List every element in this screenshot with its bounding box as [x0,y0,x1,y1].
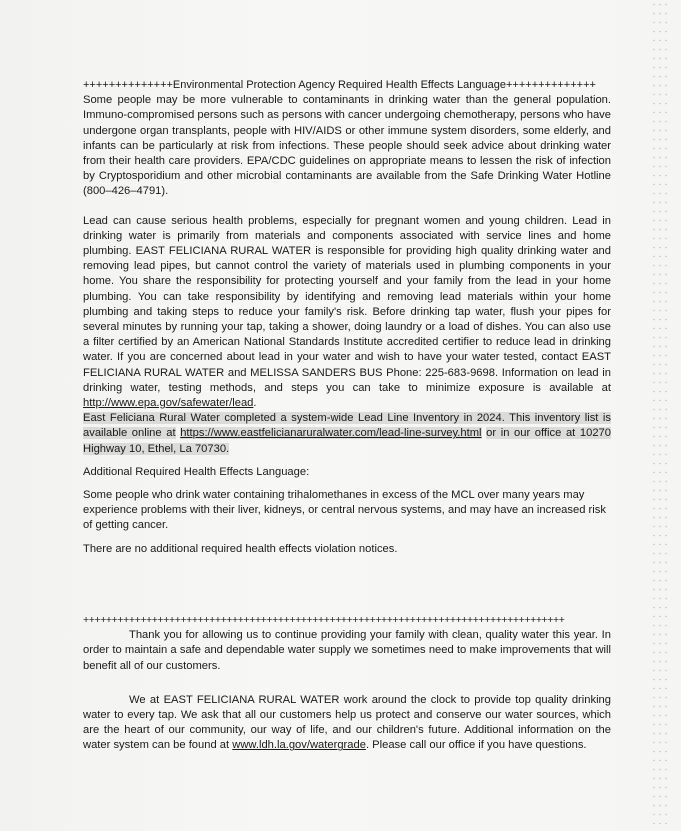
closing-text-end: . Please call our office if you have questions. [365,739,587,752]
vulnerable-populations-paragraph: Some people may be more vulnerable to contaminants in drinking water than the general population. Immuno-compromised persons such as persons with cancer undergoing chemotherapy, persons who have undergone organ transplants, people with HIV/AIDS or other immune system disorders, some elderly, and infants can be particularly at risk from infections. These people should seek advice about drinking water from their health care providers. EPA/CDC guidelines on appropriate means to lessen the risk of infection by Cryptosporidium and other microbial contaminants are available from the Safe Drinking Water Hotline (800–426–4791). [83,94,611,198]
lead-inventory-paragraph [83,411,611,457]
ldh-watergrade-link[interactable]: www.ldh.la.gov/watergrade [232,739,366,752]
lead-paragraph [83,214,611,412]
epa-lead-link[interactable]: http://www.epa.gov/safewater/lead [83,397,254,410]
scan-edge-marks [651,0,667,831]
lead-line-survey-link[interactable]: https://www.eastfelicianaruralwater.com/lead-line-survey.html [180,427,482,440]
no-violations-notice: There are no additional required health effects violation notices. [83,542,398,555]
section-divider: ++++++++++++++++++++++++++++++++++++++++++++++++++++++++++++++++++++++++++++++++++++ [83,613,565,626]
thank-you-paragraph: Thank you for allowing us to continue providing your family with clean, quality water this year. In order to maintain a safe and dependable water supply we sometimes need to make improvements that will benefit all of our customers. [83,629,611,672]
inventory-text: East Feliciana Rural Water completed a system-wide Lead Line Inventory in 2024. This inventory list is available online at [83,412,611,440]
document-body [83,78,611,754]
closing-text: We at EAST FELICIANA RURAL WATER work around the clock to provide top quality drinking water to every tap. We ask that all our customers help us protect and conserve our water sources, which are the heart of our community, our way of life, and our children's future. Additional information on the water system can be found at [83,693,611,752]
trihalomethanes-paragraph: Some people who drink water containing trihalomethanes in excess of the MCL over many years may experience problems with their liver, kidneys, or central nervous systems, and may have an increased risk of getting cancer. [83,489,606,532]
additional-language-heading: Additional Required Health Effects Language: [83,465,310,478]
epa-banner: ++++++++++++++Environmental Protection Agency Required Health Effects Language++++++++++++++ [83,79,596,91]
epa-link-period: . [253,397,257,410]
lead-paragraph-text: Lead can cause serious health problems, especially for pregnant women and young children. Lead in drinking water is primarily from materials and components associated with service lines and home plumbing. EAST FELICIANA RURAL WATER is responsible for providing high quality drinking water and removing lead pipes, but cannot control the variety of materials used in plumbing components in your home. You share the responsibility for protecting yourself and your family from the lead in your home plumbing. You can take responsibility by identifying and removing lead materials within your home plumbing and taking steps to reduce your family's risk. Before drinking tap water, flush your pipes for several minutes by running your tap, taking a shower, doing laundry or a load of dishes. You can also use a filter certified by an American National Standards Institute accredited certifier to reduce lead in drinking water. If you are concerned about lead in your water and wish to have your water tested, contact EAST FELICIANA RURAL WATER and MELISSA SANDERS BUS Phone: 225-683-9698. Information on lead in drinking water, testing methods, and steps you can take to minimize exposure is available at [83,214,611,394]
closing-paragraph [83,693,611,754]
office-address-text: or in our office at 10270 Highway 10, Ethel, La 70730. [83,427,611,455]
